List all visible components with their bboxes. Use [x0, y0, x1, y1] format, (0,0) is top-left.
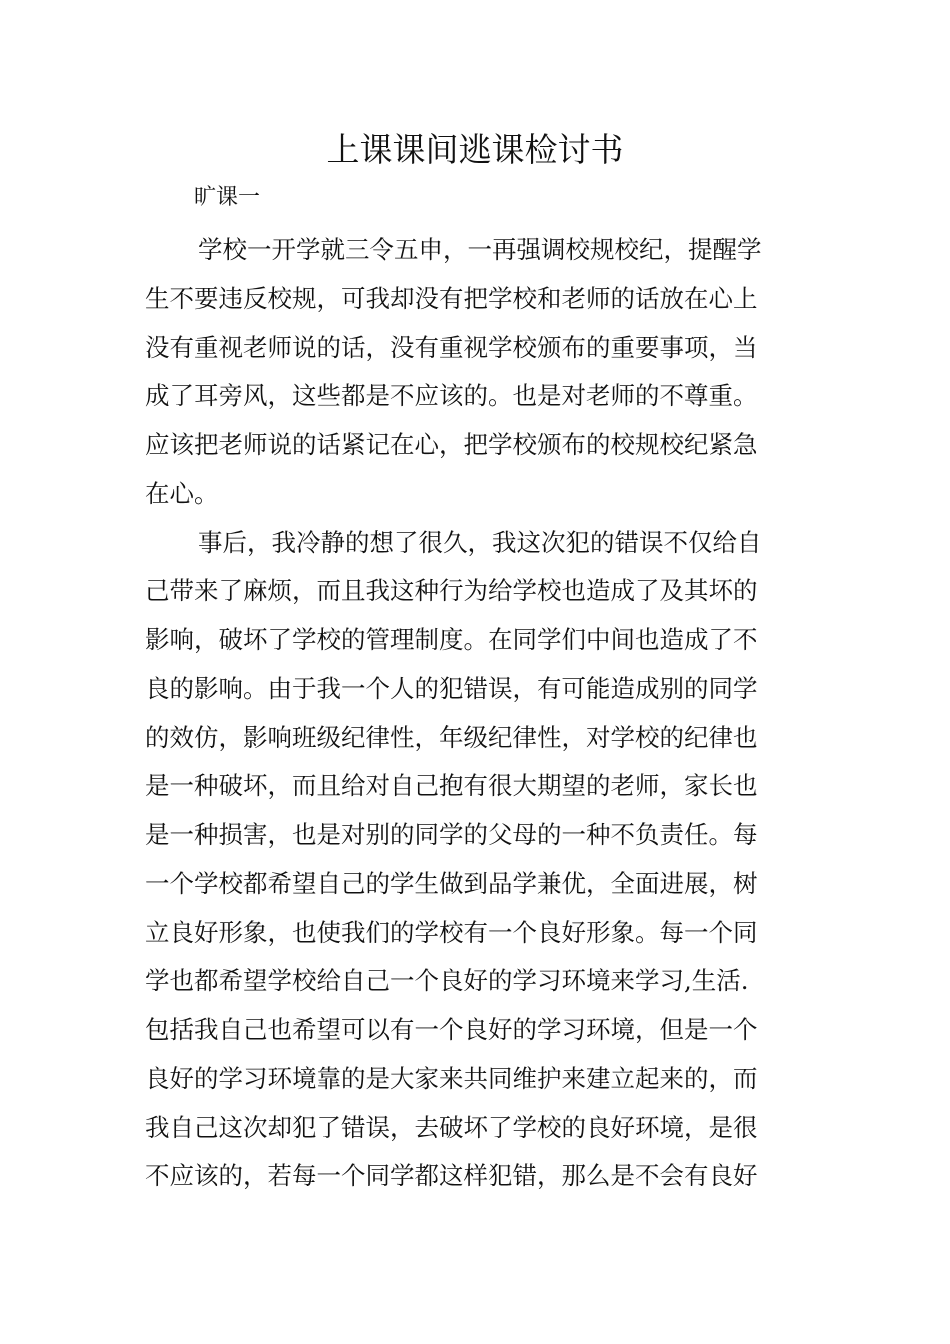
document-subtitle: 旷课一 [194, 185, 261, 210]
text-line: 包括我自己也希望可以有一个良好的学习环境，但是一个 [145, 1015, 758, 1044]
text-line: 是一种破坏，而且给对自己抱有很大期望的老师，家长也 [145, 771, 758, 801]
document-title: 上课课间逃课检讨书 [326, 130, 624, 169]
text-line: 没有重视老师说的话，没有重视学校颁布的重要事项，当 [145, 332, 758, 362]
text-line: 良的影响。由于我一个人的犯错误，有可能造成别的同学 [145, 673, 758, 703]
text-line: 应该把老师说的话紧记在心，把学校颁布的校规校纪紧急 [145, 430, 758, 459]
text-line: 在心。 [145, 478, 219, 508]
text-line: 学也都希望学校给自己一个良好的学习环境来学习,生活. [145, 966, 749, 996]
text-line: 生不要违反校规，可我却没有把学校和老师的话放在心上 [145, 283, 758, 313]
text-line: 影响，破坏了学校的管理制度。在同学们中间也造成了不 [145, 625, 758, 654]
text-line: 立良好形象，也使我们的学校有一个良好形象。每一个同 [145, 917, 758, 947]
text-line: 我自己这次却犯了错误，去破坏了学校的良好环境，是很 [145, 1112, 758, 1142]
text-line: 己带来了麻烦，而且我这种行为给学校也造成了及其坏的 [145, 576, 758, 606]
document-body [145, 226, 810, 1201]
text-line: 的效仿，影响班级纪律性，年级纪律性，对学校的纪律也 [145, 722, 758, 752]
text-line: 事后，我冷静的想了很久，我这次犯的错误不仅给自 [198, 527, 762, 557]
paragraph-2 [145, 519, 810, 1202]
text-line: 不应该的，若每一个同学都这样犯错，那么是不会有良好 [145, 1161, 758, 1191]
text-line: 良好的学习环境靠的是大家来共同维护来建立起来的，而 [145, 1063, 758, 1093]
text-line: 成了耳旁风，这些都是不应该的。也是对老师的不尊重。 [145, 381, 758, 411]
paragraph-1 [145, 226, 810, 519]
text-line: 一个学校都希望自己的学生做到品学兼优，全面进展，树 [145, 868, 758, 898]
text-line: 是一种损害，也是对别的同学的父母的一种不负责任。每 [145, 820, 758, 849]
text-line: 学校一开学就三令五申，一再强调校规校纪，提醒学 [198, 235, 762, 264]
